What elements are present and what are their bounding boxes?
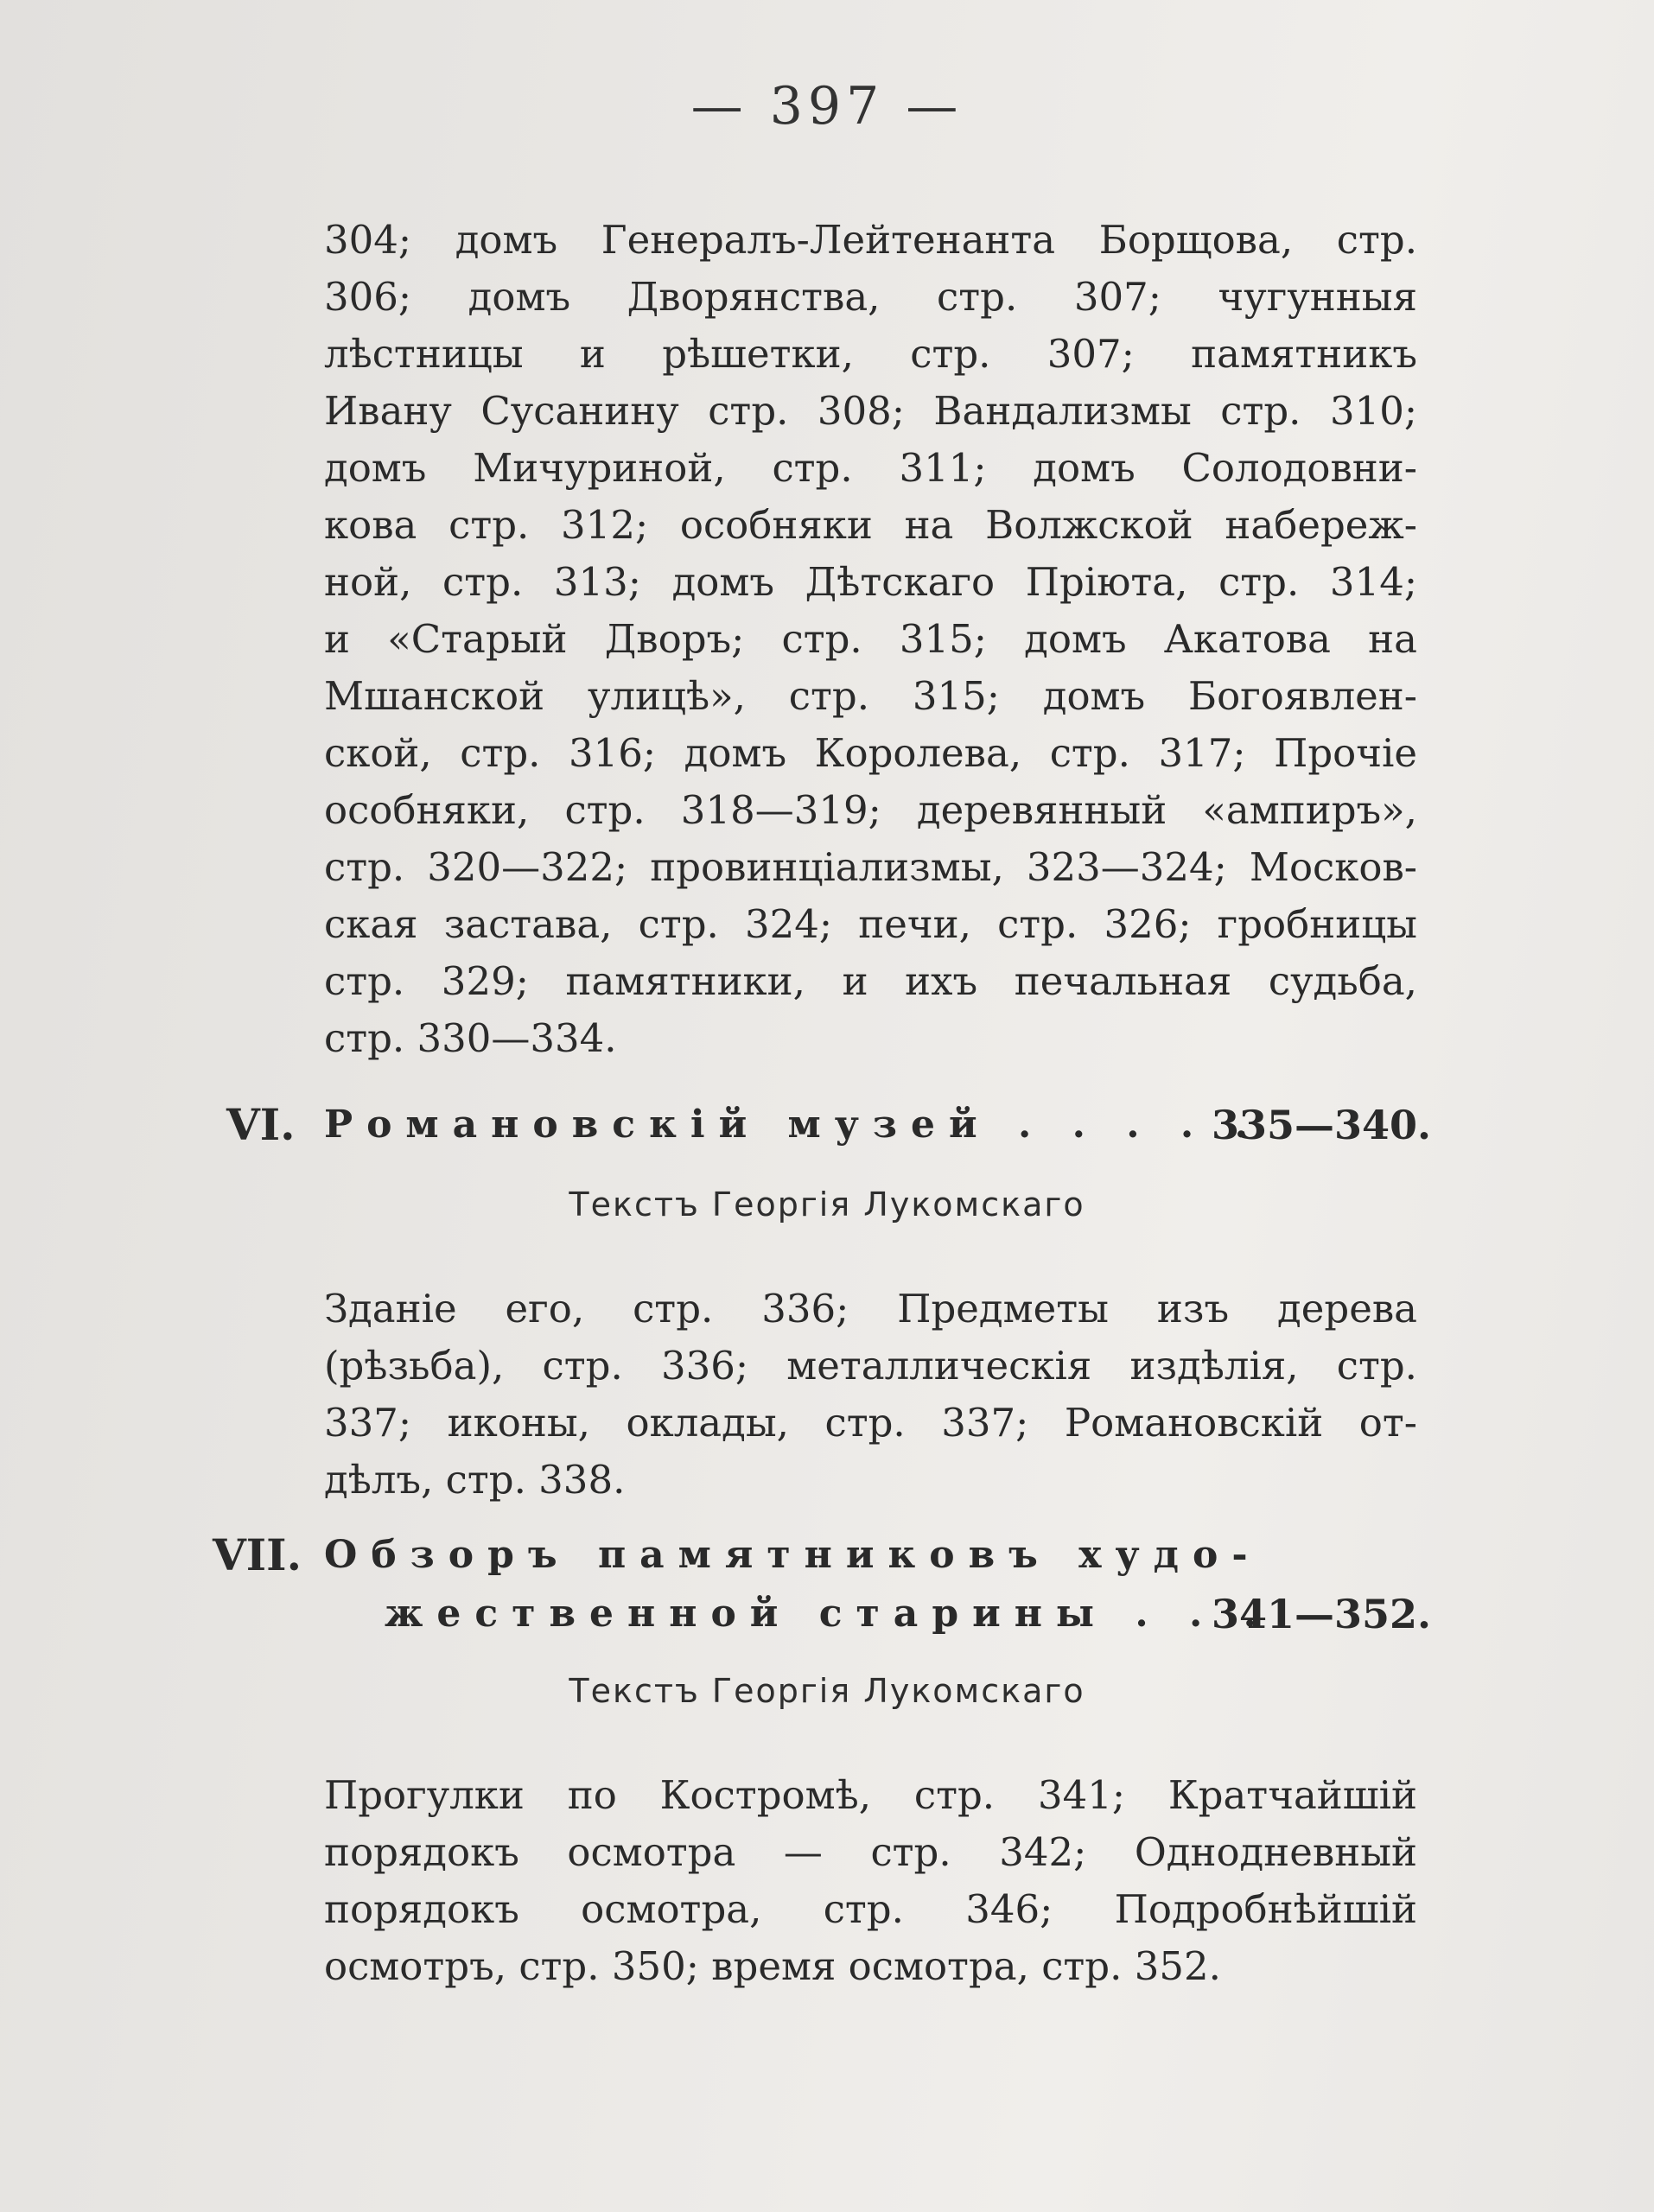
text-line: ной, стр. 313; домъ Дѣтскаго Пріюта, стр. 314;: [324, 559, 1417, 605]
section-vi-page-range: 335—340.: [1212, 1102, 1432, 1148]
text-line: Ивану Сусанину стр. 308; Вандализмы стр. 310;: [324, 388, 1417, 434]
page-number: — 397 —: [690, 76, 964, 137]
section-vii-numeral: VII.: [213, 1529, 302, 1580]
text-line: порядокъ осмотра — стр. 342; Однодневный: [324, 1829, 1417, 1875]
section-vii-paragraph: [324, 1767, 1417, 1995]
text-line: кова стр. 312; особняки на Волжской набереж-: [324, 502, 1417, 548]
text-line: Зданіе его, стр. 336; Предметы изъ дерева: [324, 1286, 1417, 1332]
text-line: домъ Мичуриной, стр. 311; домъ Солодовни-: [324, 445, 1417, 491]
text-line: стр. 329; памятники, и ихъ печальная судьба,: [324, 958, 1417, 1004]
section-vii-title-line1: Обзоръ памятниковъ худо-: [324, 1533, 1262, 1577]
text-line: Мшанской улицѣ», стр. 315; домъ Богоявлен-: [324, 673, 1417, 719]
text-line: Прогулки по Костромѣ, стр. 341; Кратчайшій: [324, 1772, 1417, 1818]
text-line: ская застава, стр. 324; печи, стр. 326; гробницы: [324, 901, 1417, 947]
section-vi-paragraph: [324, 1281, 1417, 1509]
text-line: порядокъ осмотра, стр. 346; Подробнѣйшій: [324, 1886, 1417, 1932]
text-line: стр. 330—334.: [324, 1015, 617, 1061]
text-line: ской, стр. 316; домъ Королева, стр. 317; Прочіе: [324, 730, 1417, 776]
section-vi-title: Романовскій музей . . . . .: [324, 1103, 1262, 1147]
text-line: 304; домъ Генералъ-Лейтенанта Борщова, стр.: [324, 217, 1417, 263]
section-vii-author: Текстъ Георгія Лукомскаго: [569, 1672, 1085, 1710]
section-vi-author: Текстъ Георгія Лукомскаго: [569, 1185, 1085, 1224]
text-line: осмотръ, стр. 350; время осмотра, стр. 352.: [324, 1943, 1221, 1989]
text-line: дѣлъ, стр. 338.: [324, 1457, 626, 1503]
text-line: и «Старый Дворъ; стр. 315; домъ Акатова на: [324, 616, 1417, 662]
section-vi-numeral: VI.: [226, 1099, 296, 1150]
section-vii-page-range: 341—352.: [1212, 1591, 1432, 1637]
text-line: 337; иконы, оклады, стр. 337; Романовскій от-: [324, 1400, 1417, 1446]
text-line: стр. 320—322; провинціализмы, 323—324; Москов-: [324, 844, 1417, 890]
text-line: особняки, стр. 318—319; деревянный «ампиръ»,: [324, 787, 1417, 833]
text-line: лѣстницы и рѣшетки, стр. 307; памятникъ: [324, 331, 1417, 377]
text-line: (рѣзьба), стр. 336; металлическія издѣлія, стр.: [324, 1343, 1417, 1389]
section-vii-title-line2: жественной старины . . .: [385, 1592, 1270, 1636]
intro-paragraph: [324, 212, 1417, 1067]
text-line: 306; домъ Дворянства, стр. 307; чугунныя: [324, 274, 1417, 320]
